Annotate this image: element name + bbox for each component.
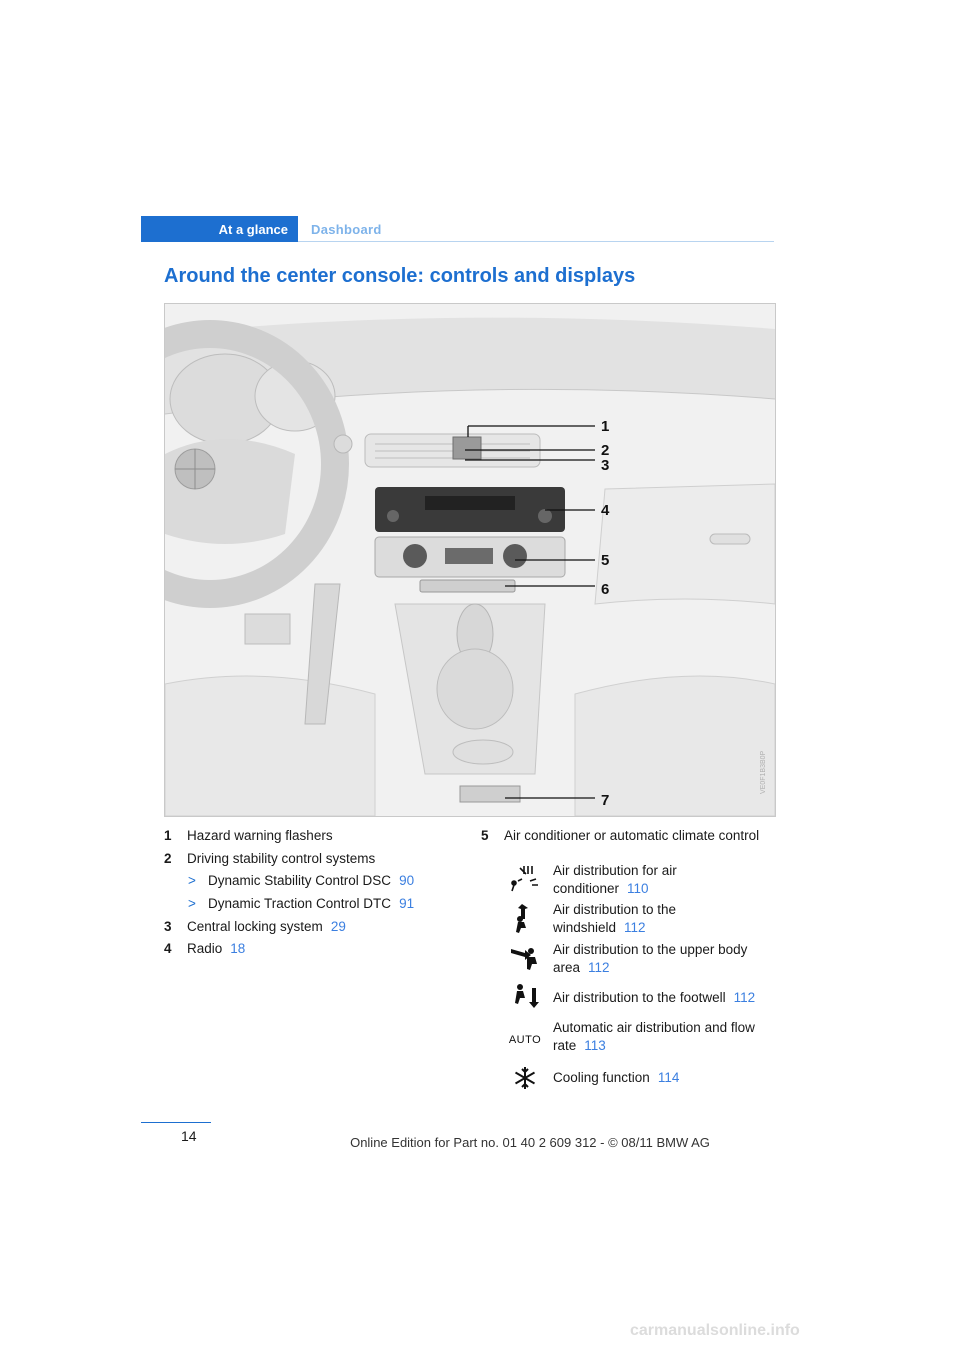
page-ref-link[interactable]: 114: [657, 1070, 680, 1085]
page-ref-link[interactable]: 113: [584, 1038, 606, 1053]
image-code: VE0F1B3B0P: [760, 750, 767, 794]
air-distribution-windshield-icon: [500, 860, 550, 896]
callout-2: 2: [601, 442, 610, 459]
climate-row-upper-body: Air distribution to the upper body area 112: [500, 940, 775, 980]
callout-6: 6: [601, 581, 610, 598]
callout-3: 3: [601, 457, 610, 474]
page-ref-link[interactable]: 91: [399, 896, 415, 911]
edition-note: Online Edition for Part no. 01 40 2 609 312 - © 08/11 BMW AG: [350, 1135, 710, 1150]
legend-item-3: 3 Central locking system 29: [164, 919, 346, 934]
callout-7: 7: [601, 792, 610, 809]
page-ref-link[interactable]: 110: [627, 881, 649, 896]
section-label: Dashboard: [311, 222, 382, 237]
page-ref-link[interactable]: 18: [230, 941, 246, 956]
chapter-tab: [141, 216, 298, 242]
callout-4: 4: [601, 502, 610, 519]
footer-rule: [141, 1122, 211, 1123]
climate-row-ac: Air distribution for air conditioner 110: [500, 860, 775, 900]
page-number: 14: [181, 1128, 197, 1144]
legend-item-1: 1 Hazard warning flashers: [164, 828, 333, 843]
page-ref-link[interactable]: 112: [624, 920, 646, 935]
footwell-person-icon: [500, 980, 550, 1016]
watermark: carmanualsonline.info: [630, 1322, 800, 1339]
legend-subitem-dtc: > Dynamic Traction Control DTC 91: [188, 896, 415, 911]
climate-row-windshield: Air distribution to the windshield 112: [500, 900, 775, 940]
chapter-label: At a glance: [218, 222, 288, 237]
page-ref-link[interactable]: 112: [588, 960, 610, 975]
callout-1: 1: [601, 418, 610, 435]
legend-item-4: 4 Radio 18: [164, 941, 246, 956]
auto-icon: AUTO: [508, 1034, 542, 1046]
windshield-person-icon: [500, 900, 550, 936]
dashboard-illustration: [164, 303, 776, 817]
legend-item-5: 5 Air conditioner or automatic climate control: [481, 828, 760, 843]
header-rule: [298, 241, 774, 242]
page-title: Around the center console: controls and displays: [164, 265, 636, 287]
callout-5: 5: [601, 552, 610, 569]
page-ref-link[interactable]: 112: [733, 990, 756, 1005]
legend-item-2: 2 Driving stability control systems: [164, 851, 376, 866]
legend-subitem-dsc: > Dynamic Stability Control DSC 90: [188, 873, 415, 888]
climate-row-auto: AUTO Automatic air distribution and flow rate 113: [500, 1018, 775, 1058]
snowflake-icon: [500, 1060, 550, 1096]
page-ref-link[interactable]: 29: [330, 919, 346, 934]
climate-row-cooling: Cooling function 114: [500, 1060, 775, 1096]
page-ref-link[interactable]: 90: [399, 873, 415, 888]
upper-body-person-icon: [500, 940, 550, 976]
climate-row-footwell: Air distribution to the footwell 112: [500, 980, 775, 1016]
